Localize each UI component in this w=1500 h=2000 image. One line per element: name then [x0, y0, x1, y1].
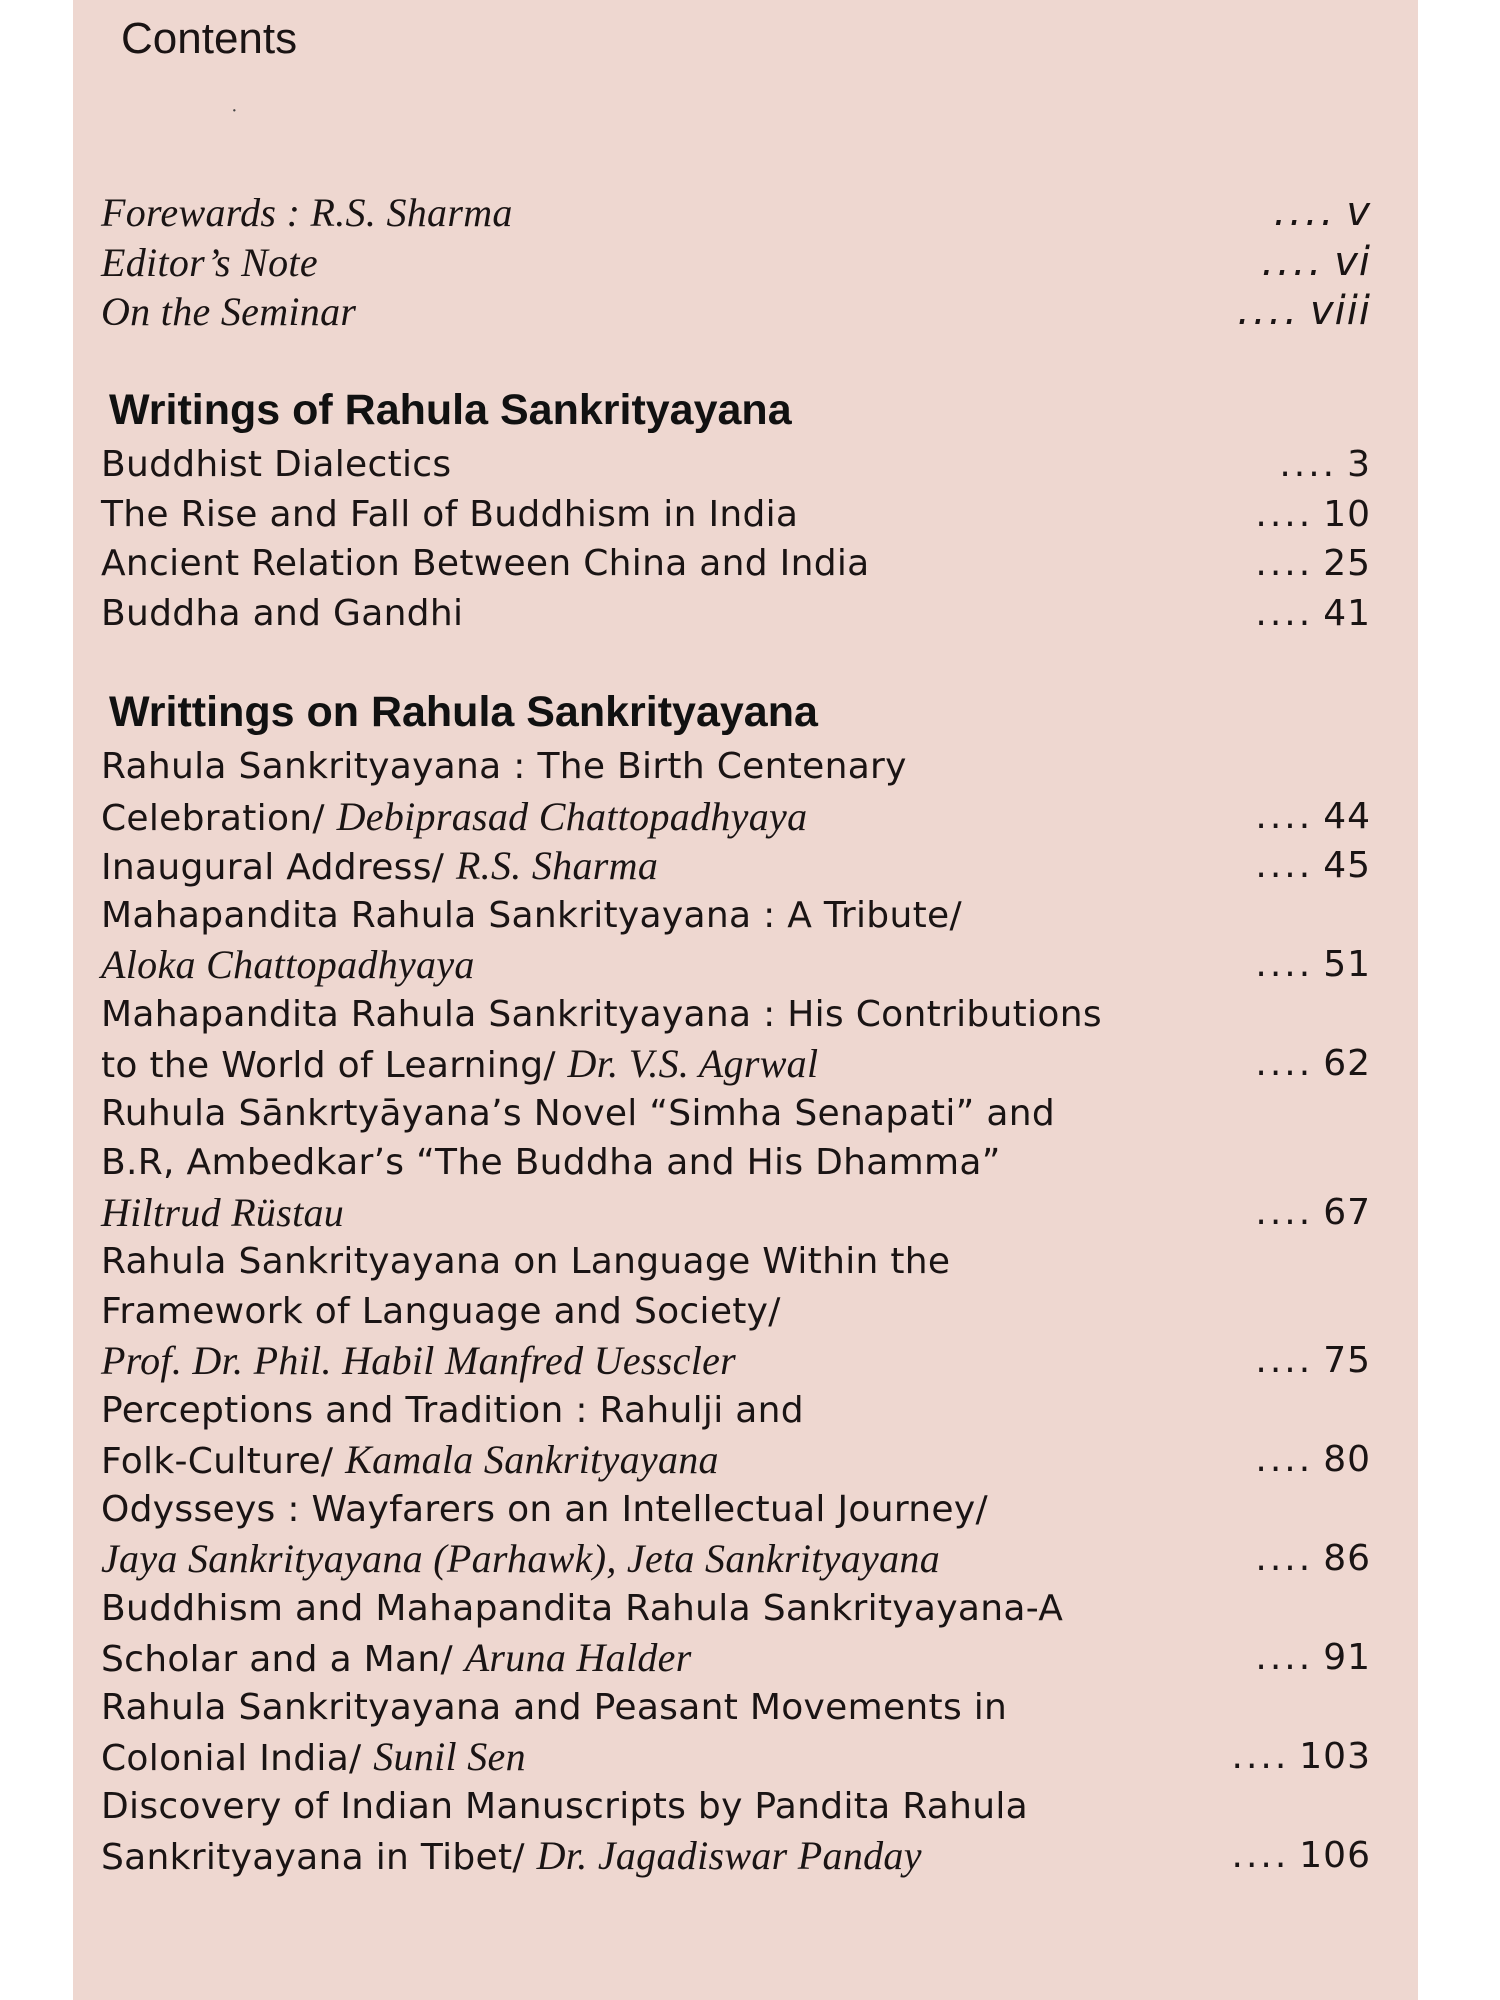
page-number — [1255, 1188, 1371, 1238]
ink-speck: · — [231, 100, 238, 122]
leader-dots: .... — [1255, 543, 1314, 584]
toc-entry-line — [101, 1534, 1371, 1584]
entry-title: The Rise and Fall of Buddhism in India — [101, 493, 799, 535]
entry-text — [101, 1485, 988, 1535]
show-through-text — [378, 0, 1378, 60]
entry-title: Discovery of Indian Manuscripts by Pandita Rahula — [101, 1785, 1029, 1827]
toc-entry — [101, 287, 1371, 337]
toc-entry-line — [101, 792, 1371, 842]
entry-title: Sankrityayana in Tibet/ — [101, 1837, 537, 1878]
entry-text — [101, 990, 1102, 1040]
toc-entry-line — [101, 1435, 1371, 1485]
entry-title: Perceptions and Tradition : Rahulji and — [101, 1389, 804, 1431]
entry-author: Aloka Chattopadhyaya — [101, 942, 475, 987]
entry-text — [101, 1138, 1001, 1188]
toc-entry — [101, 539, 1371, 589]
page-number — [1255, 1435, 1371, 1485]
entry-title: Buddha and Gandhi — [101, 592, 464, 634]
leader-dots: .... — [1255, 1191, 1314, 1233]
page-number — [1255, 1336, 1371, 1386]
front-matter-list — [101, 188, 1371, 337]
entry-author: Dr. V.S. Agrwal — [567, 1041, 819, 1086]
toc-entry-line — [101, 742, 1371, 792]
toc-entry-line — [101, 1732, 1371, 1782]
entry-title: Ruhula Sānkrtyāyana’s Novel “Simha Senapati” and — [101, 1092, 1055, 1134]
toc-entry-line — [101, 940, 1371, 990]
page-number-value: 41 — [1323, 592, 1371, 634]
page-number-value: 86 — [1323, 1538, 1371, 1579]
entry-text — [101, 891, 962, 941]
leader-dots: .... — [1255, 1637, 1314, 1678]
entry-author: Sunil Sen — [373, 1734, 526, 1779]
leader-dots: .... — [1279, 444, 1338, 485]
entry-author: Debiprasad Chattopadhyaya — [336, 793, 808, 839]
entry-text — [101, 1039, 818, 1091]
entry-text — [101, 1584, 1063, 1634]
toc-entry-line — [101, 1237, 1371, 1287]
toc-entry — [101, 188, 1371, 238]
toc-entry — [101, 990, 1371, 1089]
leader-dots: .... — [1255, 592, 1314, 634]
page-number-value: 45 — [1323, 845, 1371, 886]
toc-entry — [101, 891, 1371, 990]
leader-dots: .... — [1255, 1340, 1314, 1381]
entry-text — [101, 1287, 781, 1337]
page-number-value: 80 — [1323, 1439, 1371, 1480]
toc-entry — [101, 589, 1371, 639]
entry-text — [101, 1386, 804, 1436]
entry-title: On the Seminar — [101, 289, 357, 334]
toc-entry-line — [101, 891, 1371, 941]
entry-text — [101, 1188, 344, 1240]
page-number — [1255, 940, 1371, 990]
entry-title: B.R, Ambedkar’s “The Buddha and His Dhamma” — [101, 1142, 1001, 1183]
page-number-value: viii — [1309, 288, 1371, 334]
toc-entry — [101, 1683, 1371, 1782]
entry-text — [101, 1782, 1028, 1832]
entry-title: Folk-Culture/ — [101, 1441, 346, 1482]
page-number — [1279, 440, 1371, 490]
toc-entry-line — [101, 1336, 1371, 1386]
entry-title: Celebration/ — [101, 797, 337, 839]
entry-text — [101, 792, 807, 844]
page-number-value: 51 — [1323, 944, 1371, 985]
page-number-value: 67 — [1323, 1191, 1371, 1233]
entry-title: Mahapandita Rahula Sankrityayana : His Contributions — [101, 993, 1102, 1035]
section-title-writings-on: Writtings on Rahula Sankrityayana — [109, 688, 818, 736]
toc-entry-line — [101, 841, 1371, 891]
toc-entry-line — [101, 1782, 1371, 1832]
entry-title: Ancient Relation Between China and India — [101, 543, 870, 584]
page-number — [1261, 238, 1371, 288]
toc-entry — [101, 742, 1371, 841]
toc-entry — [101, 841, 1371, 891]
page-number — [1255, 490, 1371, 540]
entry-author: Prof. Dr. Phil. Habil Manfred Uesscler — [101, 1338, 737, 1383]
entry-title: Colonial India/ — [101, 1738, 374, 1779]
page-number — [1232, 1831, 1372, 1881]
entry-author: Dr. Jagadiswar Panday — [536, 1833, 922, 1878]
entry-text — [101, 841, 658, 893]
entry-author: Hiltrud Rüstau — [101, 1189, 345, 1235]
page-number — [1237, 287, 1371, 337]
toc-entry-line — [101, 1831, 1371, 1881]
leader-dots: .... — [1231, 1835, 1290, 1876]
leader-dots: .... — [1255, 845, 1314, 886]
toc-entry-line — [101, 1584, 1371, 1634]
page-number — [1255, 539, 1371, 589]
leader-dots: .... — [1255, 493, 1314, 535]
entry-title: Editor’s Note — [101, 239, 318, 285]
page-number — [1255, 1039, 1371, 1089]
toc-entry-line — [101, 1386, 1371, 1436]
entry-title: Inaugural Address/ — [101, 847, 456, 888]
page-number-value: 10 — [1323, 493, 1371, 535]
toc-entry-line — [101, 1039, 1371, 1089]
toc-entry — [101, 1584, 1371, 1683]
entry-author: Jaya Sankrityayana (Parhawk), Jeta Sankrityayana — [101, 1536, 940, 1581]
toc-entry-line — [101, 1633, 1371, 1683]
page-number-value: 106 — [1299, 1835, 1371, 1876]
entry-author: Kamala Sankrityayana — [345, 1437, 719, 1482]
entry-text — [101, 742, 907, 792]
toc-entry — [101, 1485, 1371, 1584]
page-number — [1255, 1633, 1371, 1683]
page-number — [1273, 188, 1371, 238]
page-number-value: 44 — [1323, 795, 1371, 837]
section-title-writings-of: Writings of Rahula Sankrityayana — [109, 386, 792, 434]
toc-entry-line — [101, 1188, 1371, 1238]
page-title: Contents — [121, 14, 298, 63]
entry-title: Rahula Sankrityayana and Peasant Movements in — [101, 1686, 1008, 1728]
leader-dots: .... — [1255, 795, 1314, 837]
toc-entry-line — [101, 1138, 1371, 1188]
toc-entry — [101, 440, 1371, 490]
toc-entry-line — [101, 1287, 1371, 1337]
entry-text — [101, 1633, 692, 1685]
entry-text — [101, 1831, 922, 1883]
entry-text — [101, 1435, 719, 1487]
entry-title: Mahapandita Rahula Sankrityayana : A Tribute/ — [101, 894, 962, 936]
entry-title: Rahula Sankrityayana on Language Within the — [101, 1241, 951, 1282]
toc-entry — [101, 238, 1371, 288]
toc-entry — [101, 1089, 1371, 1238]
page-number-value: 25 — [1323, 543, 1371, 584]
entry-text — [101, 1534, 940, 1586]
entry-text — [101, 1732, 526, 1784]
toc-entry — [101, 1782, 1371, 1881]
toc-entry — [101, 1237, 1371, 1386]
page-number-value: 103 — [1299, 1736, 1371, 1777]
toc-entry — [101, 1386, 1371, 1485]
leader-dots: .... — [1255, 1538, 1314, 1579]
entry-title: Framework of Language and Society/ — [101, 1290, 781, 1332]
page-number-value: v — [1346, 189, 1371, 235]
leader-dots: .... — [1261, 238, 1325, 285]
toc-entry-line — [101, 990, 1371, 1040]
entry-author: R.S. Sharma — [455, 843, 659, 888]
page-number — [1255, 792, 1371, 842]
entry-title: Buddhist Dialectics — [101, 444, 452, 485]
leader-dots: .... — [1237, 288, 1300, 334]
page-number — [1255, 589, 1371, 639]
entry-title: Scholar and a Man/ — [101, 1639, 465, 1680]
entry-title: Forewards : R.S. Sharma — [101, 190, 513, 235]
entry-title: Odysseys : Wayfarers on an Intellectual Journey/ — [101, 1488, 988, 1530]
page-number-value: 75 — [1323, 1340, 1371, 1381]
page-number-value: vi — [1334, 238, 1371, 285]
entry-author: Aruna Halder — [464, 1635, 692, 1680]
leader-dots: .... — [1255, 1043, 1314, 1084]
toc-entry-line — [101, 1683, 1371, 1733]
leader-dots: .... — [1255, 944, 1314, 985]
section2-list — [101, 742, 1371, 1881]
leader-dots: .... — [1231, 1736, 1290, 1777]
page-number — [1255, 841, 1371, 891]
section1-list — [101, 440, 1371, 638]
toc-entry-line — [101, 1089, 1371, 1139]
entry-text — [101, 940, 475, 992]
leader-dots: .... — [1273, 189, 1337, 235]
entry-title: Rahula Sankrityayana : The Birth Centenary — [101, 746, 907, 787]
page-number-value: 91 — [1323, 1637, 1371, 1678]
toc-entry — [101, 490, 1371, 540]
page-number-value: 62 — [1323, 1043, 1371, 1084]
toc-entry-line — [101, 1485, 1371, 1535]
entry-title: to the World of Learning/ — [101, 1045, 568, 1086]
entry-title: Buddhism and Mahapandita Rahula Sankrityayana-A — [101, 1587, 1064, 1629]
entry-text — [101, 1683, 1007, 1733]
entry-text — [101, 1237, 950, 1287]
page-number-value: 3 — [1347, 444, 1371, 485]
book-page — [73, 0, 1418, 2000]
page-number — [1232, 1732, 1372, 1782]
entry-text — [101, 1336, 736, 1388]
page-number — [1255, 1534, 1371, 1584]
leader-dots: .... — [1255, 1439, 1314, 1480]
entry-text — [101, 1089, 1055, 1139]
